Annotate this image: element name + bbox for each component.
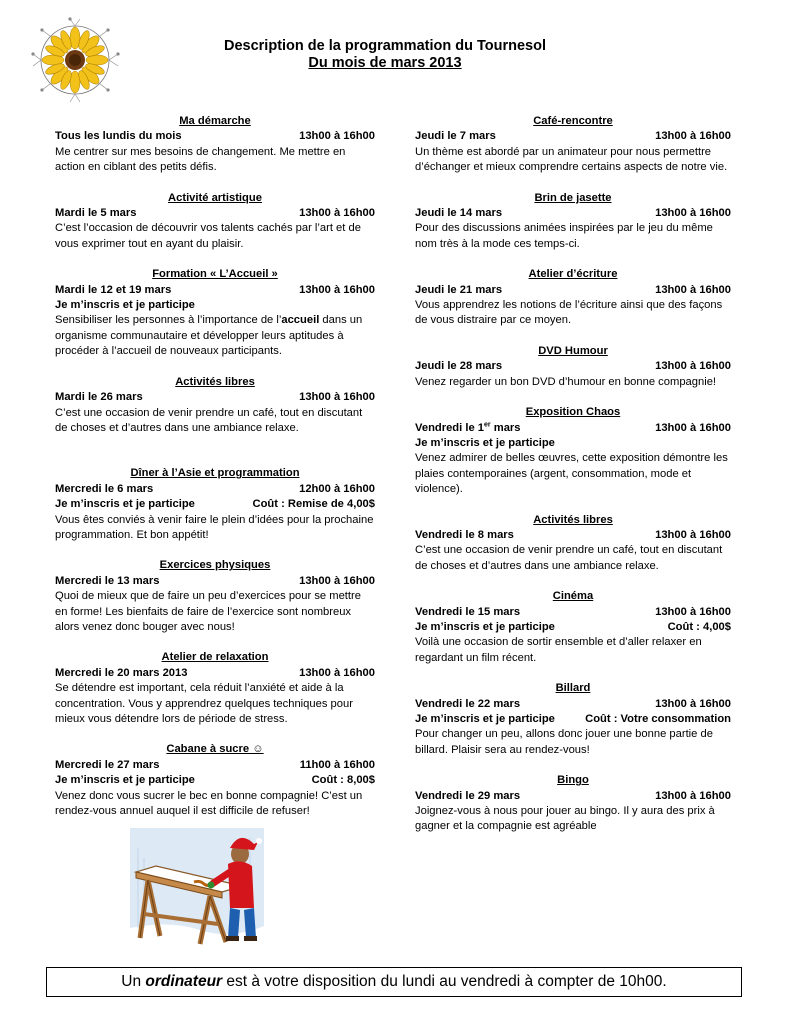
activity-description: Voilà une occasion de sortir ensemble et d’aller relaxer en regardant un film récent. [415,636,702,664]
activity-title: Activités libres [175,375,255,388]
activity-time: 13h00 à 16h00 [299,130,375,143]
registration-note: Je m’inscris et je participe [415,436,555,449]
activity-description: Vous êtes conviés à venir faire le plein d’idées pour la prochaine programmation. Et bon appétit! [55,513,374,541]
activity-date: Vendredi le 15 mars [415,605,521,618]
activity-title: Café-rencontre [533,115,613,127]
activity-dvd-humour [415,344,731,390]
activity-title: Atelier de relaxation [161,651,269,664]
activity-ecriture [415,267,731,329]
registration-note: Je m’inscris et je participe [55,498,195,511]
activity-cost: Coût : 4,00$ [667,620,731,633]
activity-time: 13h00 à 16h00 [299,207,375,220]
activity-description: Se détendre est important, cela réduit l’anxiété et aide à la concentration. Vous y apprendrez quelques techniques pour mieux vous détendre lors de période de stress. [55,682,353,725]
activity-title: Brin de jasette [534,191,612,204]
activity-date: Jeudi le 28 mars [415,360,503,373]
document-title: Description de la programmation du Tournesol [224,38,546,54]
activity-date: Jeudi le 7 mars [415,130,496,143]
activity-date: Vendredi le 22 mars [415,697,521,710]
activity-cost: Coût : 8,00$ [311,774,375,787]
activity-title: Atelier d’écriture [528,268,618,281]
activity-libres-mardi [55,375,375,437]
activity-time: 12h00 à 16h00 [299,482,375,495]
activity-cost: Coût : Remise de 4,00$ [252,498,375,511]
activity-description: C’est une occasion de venir prendre un café, tout en discutant de choses et d’autres dans une ambiance relaxe. [55,406,363,434]
computer-availability-notice: Un ordinateur est à votre disposition du lundi au vendredi à compter de 10h00. [46,967,742,997]
activity-cost: Coût : Votre consommation [585,713,731,725]
ordinateur-emphasis: ordinateur [145,973,223,990]
document-header [150,38,620,72]
activity-title: Dîner à l’Asie et programmation [130,467,300,480]
activity-brin-jasette [415,191,731,253]
activity-time: 13h00 à 16h00 [655,528,731,541]
activity-title: Cabane à sucre ☺ [166,743,264,756]
activity-date: Vendredi le 1er mars [415,420,521,434]
activity-date: Mercredi le 20 mars 2013 [55,666,188,679]
activity-description: Joignez-vous à nous pour jouer au bingo. Il y aura des prix à gagner et la compagnie est agréable [415,805,715,833]
activity-cinema [415,589,731,666]
activity-date: Mercredi le 13 mars [55,574,160,587]
activity-title: Ma démarche [179,115,251,127]
activity-date: Mercredi le 6 mars [55,482,154,495]
activity-date: Mercredi le 27 mars [55,758,160,771]
activity-time: 13h00 à 16h00 [655,605,731,618]
activity-time: 13h00 à 16h00 [655,207,731,220]
activity-title: Exposition Chaos [525,406,621,419]
activity-title: DVD Humour [538,344,608,357]
activity-title: Bingo [557,774,589,787]
activity-title: Activité artistique [168,191,262,204]
activity-artistique [55,191,375,253]
activity-time: 13h00 à 16h00 [299,574,375,587]
activity-date: Mardi le 5 mars [55,207,137,220]
activity-date: Jeudi le 21 mars [415,283,503,296]
activity-cabane-sucre [55,742,375,819]
activity-date: Mardi le 26 mars [55,391,143,404]
activity-ma-demarche [55,114,375,176]
activity-description: Me centrer sur mes besoins de changement. Me mettre en action en ciblant des petits défis. [55,145,346,174]
activity-date: Jeudi le 14 mars [415,207,503,220]
activity-time: 13h00 à 16h00 [655,789,731,802]
activity-bingo [415,773,731,835]
activity-date: Mardi le 12 et 19 mars [55,283,172,296]
activity-date: Vendredi le 29 mars [415,789,521,802]
sunflower-logo-icon [28,16,124,106]
activity-description: Venez regarder un bon DVD d’humour en bonne compagnie! [415,375,717,388]
activity-formation-accueil [55,267,375,359]
activity-billard [415,681,731,758]
document-subtitle: Du mois de mars 2013 [308,55,462,71]
activity-time: 13h00 à 16h00 [655,697,731,710]
activity-description: Pour des discussions animées inspirées par le jeu du même nom très à la mode ces temps-ci. [415,222,713,250]
registration-note: Je m’inscris et je participe [55,299,195,312]
activity-exposition-chaos [415,405,731,497]
registration-note: Je m’inscris et je participe [415,713,555,725]
activity-time: 13h00 à 16h00 [655,130,731,143]
activity-date: Tous les lundis du mois [55,130,182,143]
sugar-shack-illustration-icon [130,828,264,956]
activity-description: Venez donc vous sucrer le bec en bonne compagnie! C’est un rendez-vous annuel auquel il est difficile de refuser! [55,789,363,818]
activity-time: 11h00 à 16h00 [299,758,375,771]
activity-description: Pour changer un peu, allons donc jouer une bonne partie de billard. Plaisir sera au rendez-vous! [415,728,713,756]
left-column [55,114,375,834]
activity-exercices [55,558,375,635]
activity-description: C’est une occasion de venir prendre un café, tout en discutant de choses et d’autres dans une ambiance relaxe. [415,544,723,572]
activity-date: Vendredi le 8 mars [415,528,514,541]
activity-time: 13h00 à 16h00 [655,421,731,434]
activity-title: Exercices physiques [159,559,271,572]
activity-title: Formation « L’Accueil » [152,268,278,281]
right-column [415,114,731,850]
activity-time: 13h00 à 16h00 [299,666,375,679]
activity-description: Sensibiliser les personnes à l’importance de l’accueil dans un organisme communautaire et développer leurs aptitudes à procéder à l’accueil de nouveaux participants. [55,314,363,358]
activity-description: C’est l’occasion de découvrir vos talents cachés par l’art et de vous exprimer tout en ayant du plaisir. [55,222,361,250]
activity-title: Cinéma [552,590,594,603]
activity-relaxation [55,650,375,727]
activity-time: 13h00 à 16h00 [655,360,731,373]
activity-description: Venez admirer de belles œuvres, cette exposition démontre les plaies contemporaines (argent, consommation, mode et violence). [415,452,728,496]
activity-time: 13h00 à 16h00 [299,391,375,404]
activity-time: 13h00 à 16h00 [655,283,731,296]
activity-time: 13h00 à 16h00 [299,283,375,296]
activity-description: Vous apprendrez les notions de l’écriture ainsi que des façons de vous distraire par ce moyen. [415,299,723,327]
activity-cafe-rencontre [415,114,731,176]
registration-note: Je m’inscris et je participe [415,620,555,633]
activity-title: Activités libres [533,513,613,526]
activity-title: Billard [555,682,591,695]
activity-description: Un thème est abordé par un animateur pour nous permettre d’échanger et mieux comprendre certains aspects de notre vie. [415,145,728,174]
activity-libres-vendredi [415,513,731,575]
activity-diner-asie [55,466,375,543]
registration-note: Je m’inscris et je participe [55,774,195,787]
activity-description: Quoi de mieux que de faire un peu d’exercices pour se mettre en forme! Les bienfaits de faire de l’exercice sont nombreux alors venez donc bouger avec nous! [55,590,361,633]
